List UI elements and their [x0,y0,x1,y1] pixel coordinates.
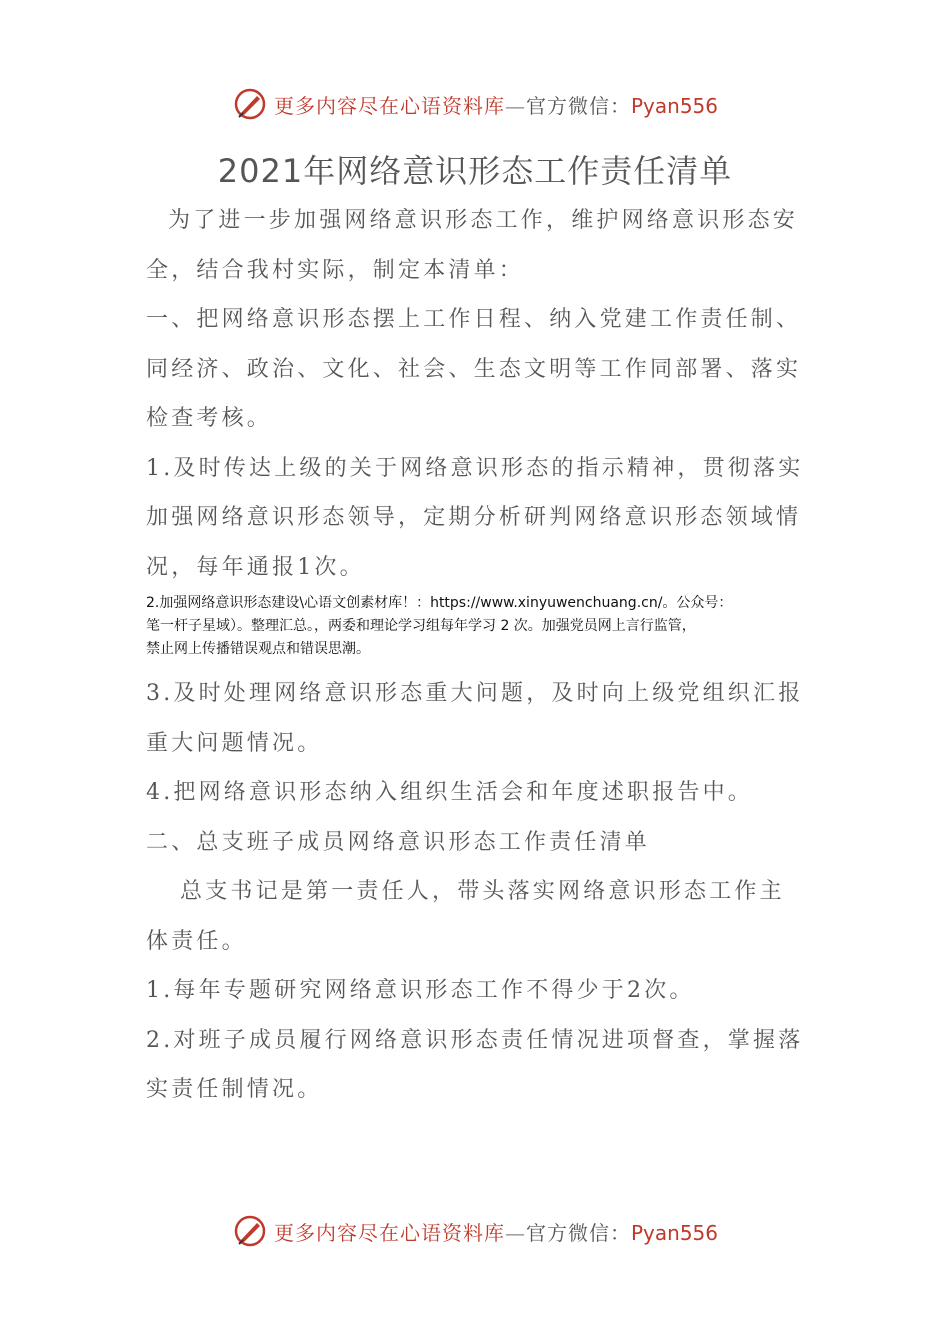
paragraph-line: 况，每年通报1次。 [146,554,365,580]
paragraph-line: 3.及时处理网络意识形态重大问题，及时向上级党组织汇报 [146,681,804,706]
watermark-text [274,1217,718,1246]
watermark-slogan: 更多内容尽在心语资料库 [273,93,505,118]
small-line: 笔一杆子星域）。整理汇总。，两委和理论学习组每年学习 2 次。加强党员网上言行监管， [146,618,696,634]
body-section-2 [146,669,810,1115]
paragraph-line: 1.每年专题研究网络意识形态工作不得少于2次。 [146,978,695,1003]
small-line: 2.加强网络意识形态建设\心语文创素材库！：https://www.xinyuwenchuang.cn/。公众号： [146,595,733,611]
watermark-separator: — [504,1220,526,1245]
paragraph-line: 加强网络意识形态领导，定期分析研判网络意识形态领域情 [146,505,802,530]
paragraph-line: 全，结合我村实际，制定本清单： [146,257,525,283]
document-title: 2021年网络意识形态工作责任清单 [217,152,733,190]
watermark-wechat-label: 官方微信： [525,93,631,118]
paragraph-line: 2.对班子成员履行网络意识形态责任情况进项督查，掌握落 [146,1027,804,1053]
paragraph-line: 重大问题情况。 [146,730,323,756]
small-line: 禁止网上传播错误观点和错误思潮。 [146,641,370,657]
paragraph-line: 实责任制情况。 [146,1077,323,1102]
quill-pen-logo-icon [232,1213,268,1249]
watermark-text [274,90,718,119]
paragraph-line: 1.及时传达上级的关于网络意识形态的指示精神，贯彻落实 [146,455,804,481]
watermark-wechat-label: 官方微信： [525,1220,631,1245]
inserted-small-paragraph [146,592,826,661]
paragraph-line: 4.把网络意识形态纳入组织生活会和年度述职报告中。 [146,780,753,805]
quill-pen-logo-icon [232,86,268,122]
body-section-1 [146,196,810,592]
paragraph-line: 为了进一步加强网络意识形态工作，维护网络意识形态安 [168,208,799,233]
watermark-separator: — [504,93,526,118]
watermark-wechat-id: Pyan556 [630,1220,718,1245]
paragraph-line: 体责任。 [146,928,247,954]
paragraph-line: 一、把网络意识形态摆上工作日程、纳入党建工作责任制、 [146,307,802,332]
watermark-slogan: 更多内容尽在心语资料库 [273,1220,505,1245]
watermark-banner-bottom [0,1211,950,1251]
watermark-banner-top [0,84,950,124]
paragraph-line: 同经济、政治、文化、社会、生态文明等工作同部署、落实 [146,356,802,382]
watermark-wechat-id: Pyan556 [630,93,718,118]
paragraph-line: 检查考核。 [146,406,273,431]
paragraph-line: 总支书记是第一责任人，带头落实网络意识形态工作主 [180,879,785,904]
section-heading: 二、总支班子成员网络意识形态工作责任清单 [146,829,651,855]
